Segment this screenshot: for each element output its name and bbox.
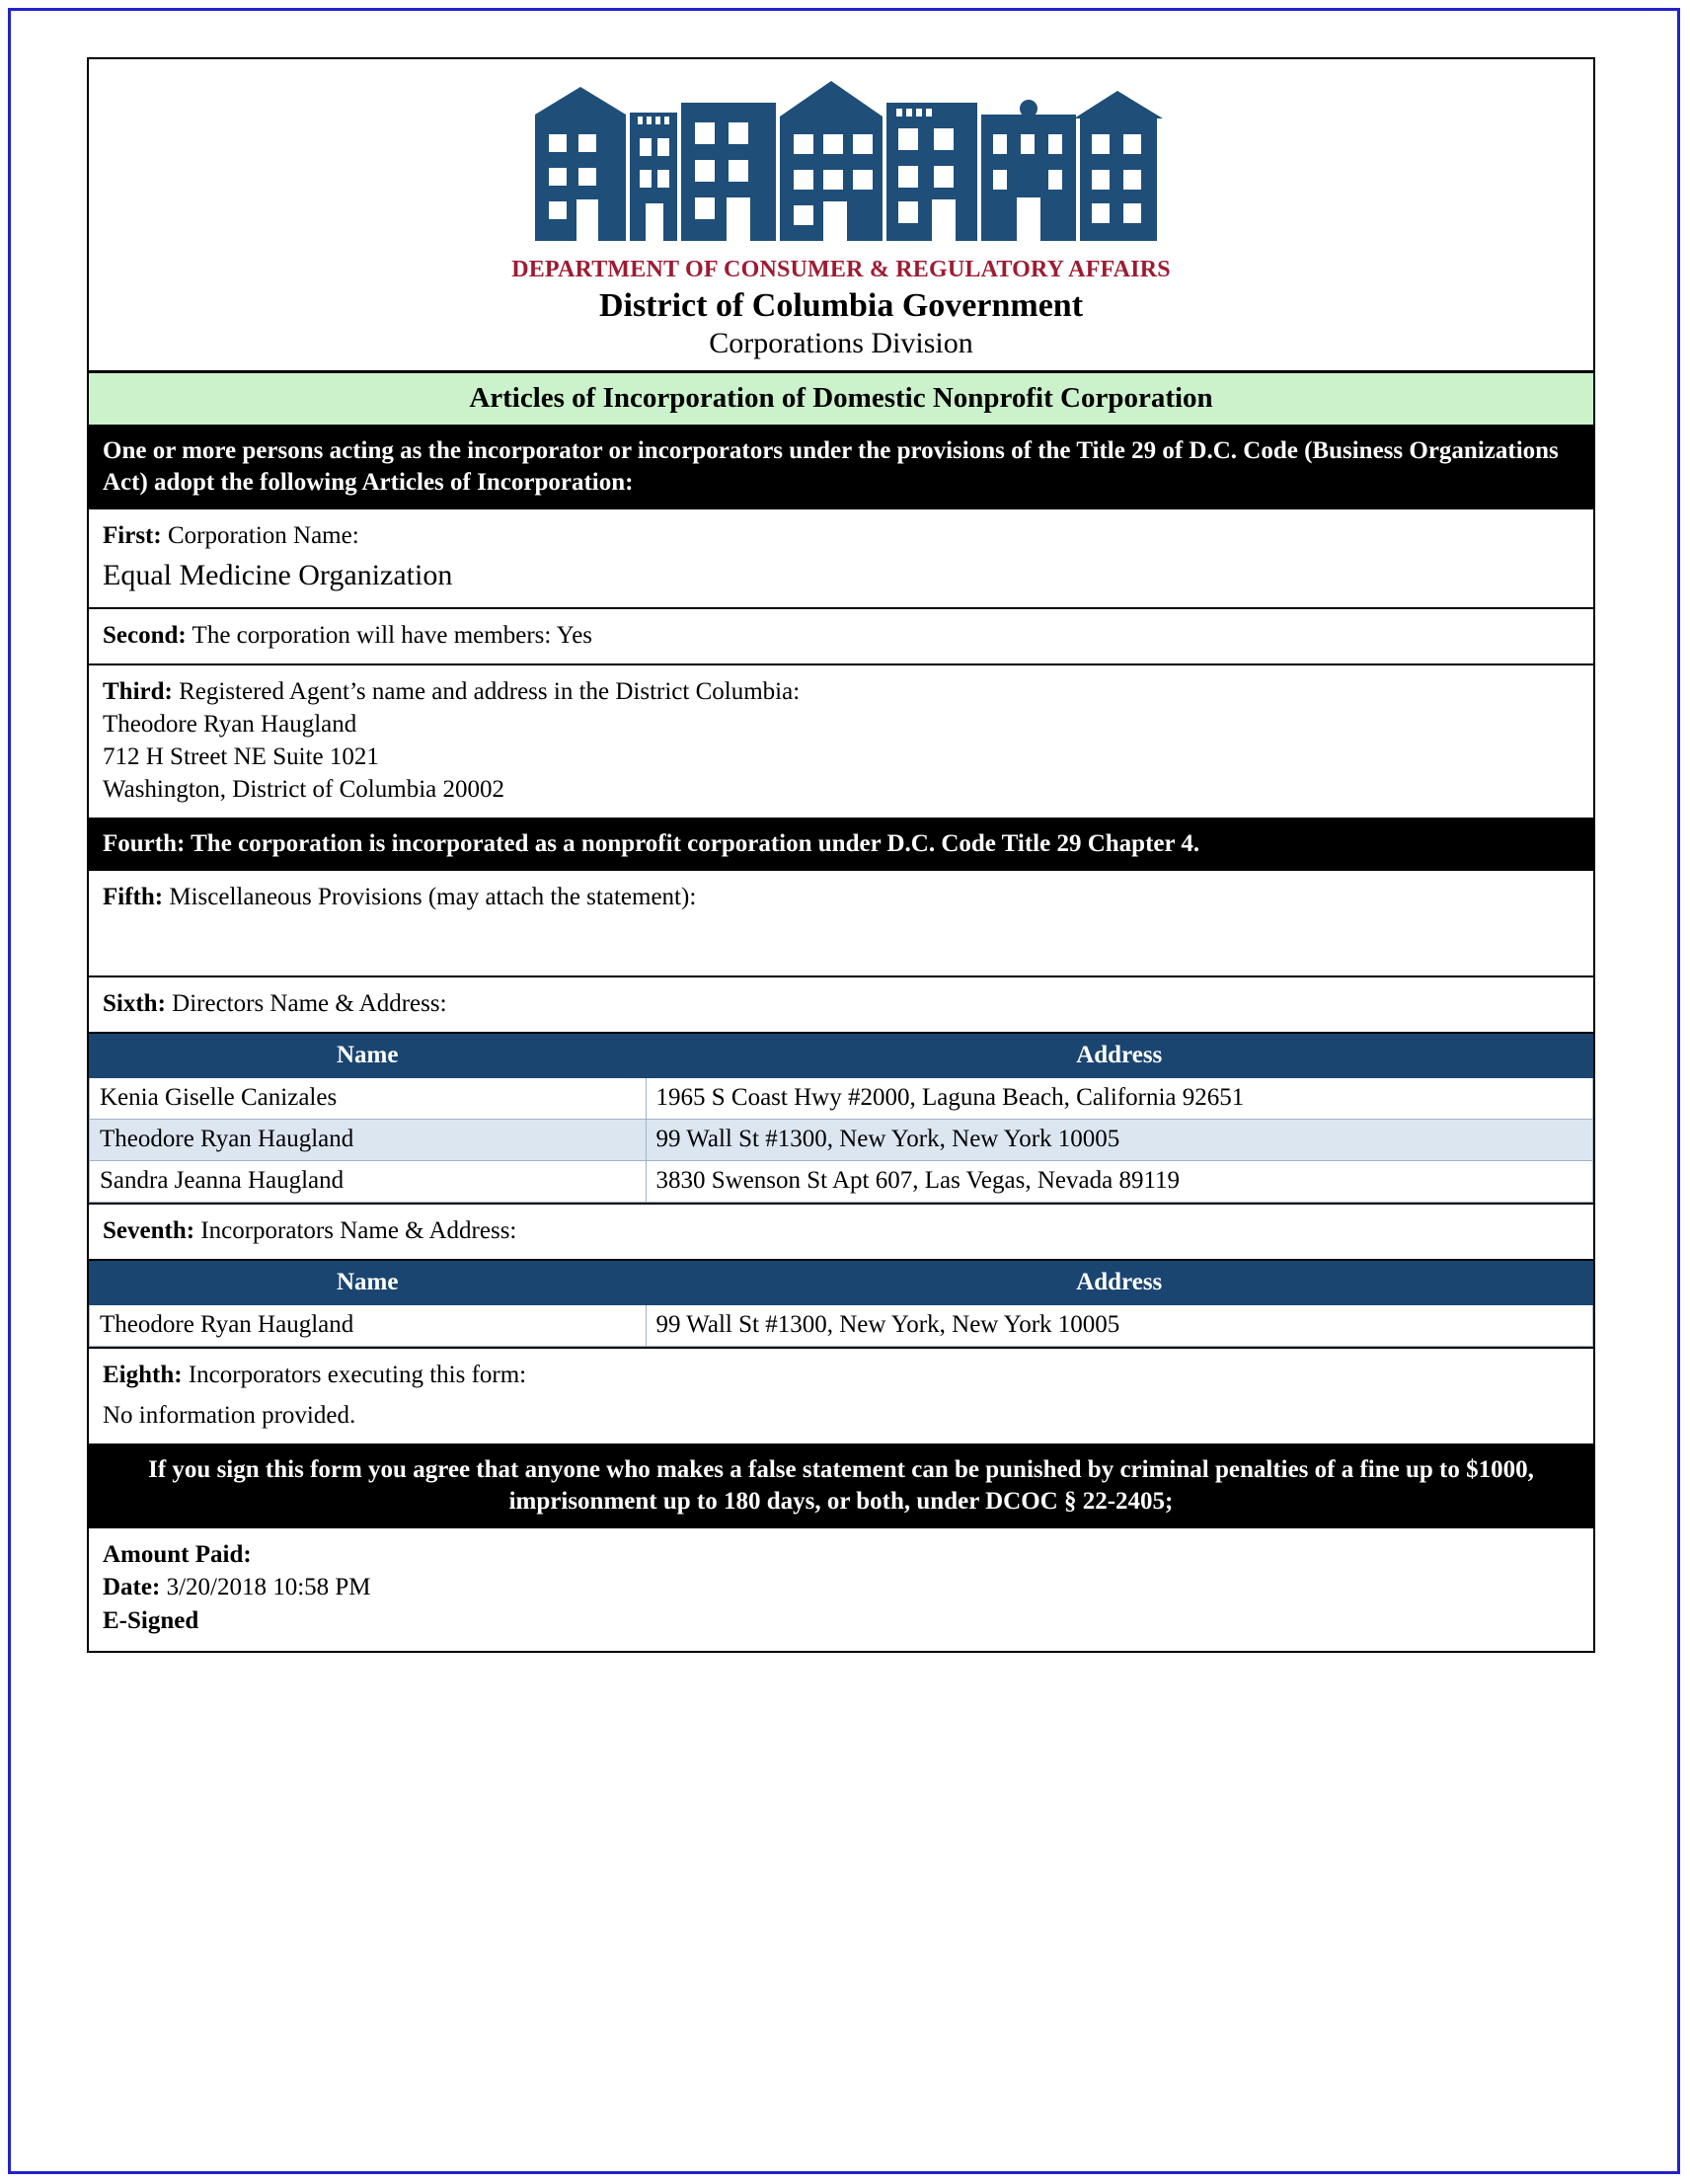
section-sixth-label: Sixth:: [103, 989, 166, 1017]
document-header: [89, 59, 1593, 373]
section-first-text: Corporation Name:: [167, 522, 359, 549]
table-row: [90, 1160, 1593, 1202]
incorporators-table-wrap: [89, 1261, 1593, 1349]
section-second-label: Second:: [103, 621, 187, 649]
e-signed-label: E-Signed: [103, 1606, 199, 1634]
directors-col-address: Address: [646, 1034, 1593, 1077]
director-name: Kenia Giselle Canizales: [90, 1077, 647, 1119]
document-footer: [89, 1528, 1593, 1652]
section-fourth: Fourth: The corporation is incorporated as a nonprofit corporation under D.C. Code Title 29 Chapter 4.: [89, 819, 1593, 871]
section-sixth: [89, 977, 1593, 1034]
section-fifth-text: Miscellaneous Provisions (may attach the statement):: [169, 883, 697, 910]
form-title: Articles of Incorporation of Domestic Nonprofit Corporation: [89, 373, 1593, 427]
section-fifth-label: Fifth:: [103, 883, 164, 910]
table-row: [90, 1304, 1593, 1346]
directors-table-wrap: [89, 1034, 1593, 1205]
incorporators-col-address: Address: [646, 1261, 1593, 1304]
section-eighth: [89, 1349, 1593, 1445]
directors-col-name: Name: [90, 1034, 647, 1077]
agent-city-state-zip: Washington, District of Columbia 20002: [103, 775, 504, 803]
incorporator-name: Theodore Ryan Haugland: [90, 1304, 647, 1346]
section-eighth-value: No information provided.: [103, 1401, 356, 1429]
incorporators-table: [89, 1261, 1593, 1347]
section-seventh-label: Seventh:: [103, 1216, 195, 1244]
section-third-label: Third:: [103, 677, 173, 705]
section-sixth-text: Directors Name & Address:: [172, 989, 447, 1017]
incorporator-address: 99 Wall St #1300, New York, New York 10005: [646, 1304, 1593, 1346]
director-address: 3830 Swenson St Apt 607, Las Vegas, Nevada 89119: [646, 1160, 1593, 1202]
section-seventh-text: Incorporators Name & Address:: [200, 1216, 517, 1244]
director-name: Theodore Ryan Haugland: [90, 1119, 647, 1160]
corporation-name-value: Equal Medicine Organization: [103, 559, 453, 591]
government-title: District of Columbia Government: [598, 287, 1084, 324]
director-name: Sandra Jeanna Haugland: [90, 1160, 647, 1202]
section-first-label: First:: [103, 522, 162, 549]
table-row: [90, 1119, 1593, 1160]
division-title: Corporations Division: [709, 327, 973, 359]
table-row: [90, 1077, 1593, 1119]
intro-statement: One or more persons acting as the incorporator or incorporators under the provisions of the Title 29 of D.C. Code (Business Organizations Act) adopt the following Articles of Incorporation:: [89, 427, 1593, 509]
date-value: 3/20/2018 10:58 PM: [166, 1574, 371, 1601]
section-third: [89, 665, 1593, 819]
section-second: [89, 609, 1593, 665]
table-header-row: [90, 1261, 1593, 1304]
director-address: 1965 S Coast Hwy #2000, Laguna Beach, California 92651: [646, 1077, 1593, 1119]
section-fifth: [89, 871, 1593, 977]
amount-paid-label: Amount Paid:: [103, 1540, 252, 1568]
section-eighth-label: Eighth:: [103, 1361, 183, 1388]
document-body: [87, 57, 1595, 1653]
incorporators-col-name: Name: [90, 1261, 647, 1304]
directors-table: [89, 1034, 1593, 1203]
section-eighth-text: Incorporators executing this form:: [188, 1361, 527, 1388]
false-statement-warning: If you sign this form you agree that anyone who makes a false statement can be punished by criminal penalties of a fine up to $1000, imprisonment up to 180 days, or both, under DCOC § 22-2405;: [89, 1445, 1593, 1528]
department-title: DEPARTMENT OF CONSUMER & REGULATORY AFFAIRS: [511, 257, 1171, 282]
section-first: [89, 509, 1593, 609]
director-address: 99 Wall St #1300, New York, New York 10005: [646, 1119, 1593, 1160]
section-third-text: Registered Agent’s name and address in the District Columbia:: [179, 677, 801, 705]
table-header-row: [90, 1034, 1593, 1077]
agent-street: 712 H Street NE Suite 1021: [103, 742, 379, 770]
date-label: Date:: [103, 1574, 161, 1601]
section-seventh: [89, 1205, 1593, 1261]
dc-rowhouses-logo: [515, 73, 1167, 251]
agent-name: Theodore Ryan Haugland: [103, 710, 357, 738]
section-second-text: The corporation will have members: Yes: [192, 621, 593, 649]
